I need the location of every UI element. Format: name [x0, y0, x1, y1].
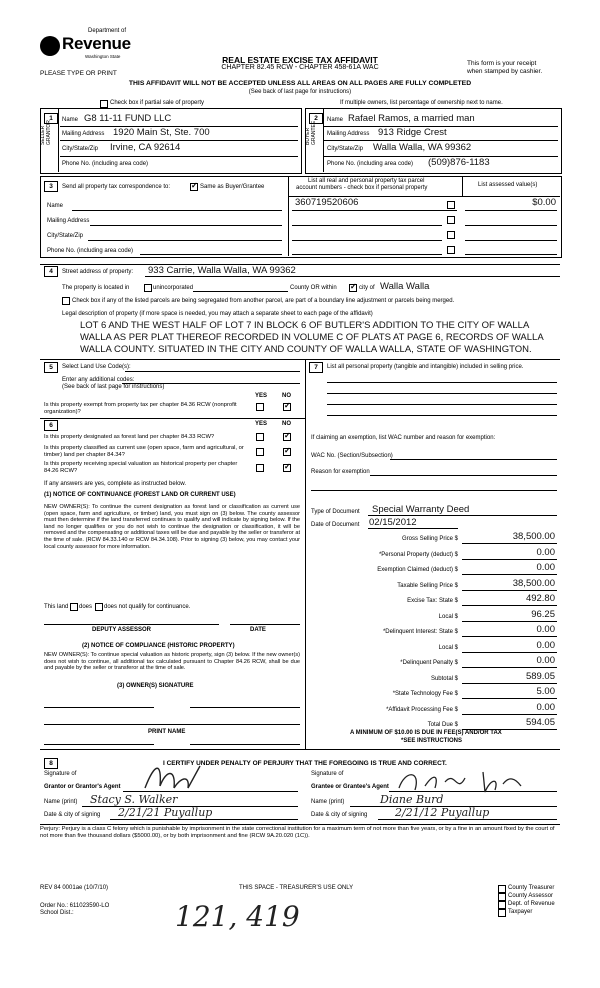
grantee-name-print-field[interactable]: Diane Burd — [380, 793, 444, 806]
section-1-number: 1 — [44, 113, 58, 124]
see-back-note: (See back of last page for instructions) — [248, 89, 352, 95]
legal-description-line-3: WALLA COUNTY. SITUATED IN THE CITY AND COUNTY OF WALLA WALLA, STATE OF WASHINGTON. — [80, 344, 532, 355]
city-of-checkbox[interactable] — [349, 284, 357, 292]
section-6-number: 6 — [44, 420, 58, 431]
notice-1-title: (1) NOTICE OF CONTINUANCE (FOREST LAND OR CURRENT USE) — [44, 492, 236, 498]
tax-row-label: *Delinquent Interest: State $ — [382, 629, 458, 635]
forest-yes-checkbox[interactable] — [256, 433, 264, 441]
does-label: does — [79, 604, 93, 610]
seller-address-field[interactable]: 1920 Main St, Ste. 700 — [113, 127, 210, 138]
tax-row-label: Excise Tax: State $ — [407, 598, 458, 604]
tax-row-label: Taxable Selling Price $ — [397, 583, 458, 589]
current-use-yes-checkbox[interactable] — [256, 448, 264, 456]
treasurer-use-note: THIS SPACE - TREASURER'S USE ONLY — [239, 885, 354, 891]
minimum-fee-note: A MINIMUM OF $10.00 IS DUE IN FEE(S) AND/OR TAX — [350, 730, 502, 736]
order-number: Order No.: 611023590-LO — [40, 903, 110, 909]
unincorporated-label: unincorporated — [153, 285, 194, 291]
does-qualify-checkbox[interactable] — [70, 603, 78, 611]
grantor-name-print-label: Name (print) — [44, 799, 78, 805]
unincorporated-checkbox[interactable] — [144, 284, 152, 292]
historic-yes-checkbox[interactable] — [256, 464, 264, 472]
buyer-city-label: City/State/Zip — [327, 146, 364, 152]
seller-name-label: Name — [62, 117, 79, 123]
tax-row-value[interactable]: 5.00 — [536, 686, 555, 697]
grantor-signature-label: Signature of — [44, 771, 77, 777]
exempt-no-checkbox[interactable] — [283, 403, 291, 411]
owner-signature-label: (3) OWNER(S) SIGNATURE — [117, 683, 194, 689]
copy-county-assessor-label: County Assessor — [508, 893, 554, 899]
partial-sale-label: Check box if partial sale of property — [110, 100, 205, 106]
parcel-1-personal-checkbox[interactable] — [447, 201, 455, 209]
buyer-name-label: Name — [327, 117, 344, 123]
tax-row-value[interactable]: 0.00 — [536, 624, 555, 635]
list-parcels-label-1: List all real and personal property tax parcel — [308, 178, 425, 184]
doc-type-label: Type of Document — [311, 509, 360, 515]
grantee-name-print-label: Name (print) — [311, 799, 345, 805]
forest-land-question: Is this property designated as forest land per chapter 84.33 RCW? — [44, 434, 215, 440]
exemption-label: If claiming an exemption, list WAC number and reason for exemption: — [311, 435, 496, 441]
section-2-number: 2 — [309, 113, 323, 124]
please-type: PLEASE TYPE OR PRINT — [40, 70, 117, 77]
reason-exemption-label: Reason for exemption — [311, 469, 370, 475]
exempt-yes-checkbox[interactable] — [256, 403, 264, 411]
notice-1-text: NEW OWNER(S): To continue the current designation as forest land or classification as current use (open space, farm and agriculture, or timber) land, you must sign on (3) below. The county assessor must then determine if the land transferred continues to qualify and will indicate by signing below. If the land no longer qualifies or you do not wish to continue the designation or classification, it will be removed and the compensating or additional taxes will be due and payable by the seller or transferor at the time of sale. (RCW 84.33.140 or RCW 84.34.108). Prior to signing (3) below, you may contact your local county assessor for more information. — [44, 504, 300, 550]
s5-see-back: (See back of last page for instructions) — [62, 384, 165, 390]
perjury-notice: Perjury: Perjury is a class C felony which is punishable by imprisonment in the state correctional institution for a maximum term of not more than five years, or by a fine in an amount fixed by the court of not more than five thousand dollars ($5000.00), or by both imprisonment and fine (RCW 9A.20.020 (1C)). — [40, 826, 555, 839]
school-district: School Dist.: — [40, 910, 74, 916]
form-title: REAL ESTATE EXCISE TAX AFFIDAVIT — [222, 55, 378, 65]
tax-row-value[interactable]: 96.25 — [531, 609, 555, 620]
additional-codes-label: Enter any additional codes: — [62, 377, 135, 383]
logo-mark-icon — [40, 36, 60, 56]
send-correspondence-label: Send all property tax correspondence to: — [62, 184, 171, 190]
doc-date-field[interactable]: 02/15/2012 — [369, 517, 417, 528]
receipt-note-1: This form is your receipt — [467, 60, 537, 67]
legal-description-label: Legal description of property (if more space is needed, you may attach a separate sheet to each page of the affidavit) — [62, 311, 373, 317]
buyer-phone-field[interactable]: (509)876-1183 — [428, 157, 490, 168]
s3-name-label: Name — [47, 203, 64, 209]
tax-row-label: Total Due $ — [427, 722, 458, 728]
see-instructions-note: *SEE INSTRUCTIONS — [401, 738, 463, 744]
tax-row-label: Local $ — [438, 614, 458, 620]
this-land-label: This land — [44, 604, 69, 610]
doc-type-field[interactable]: Special Warranty Deed — [372, 504, 470, 515]
grantor-agent-label: Grantor or Grantor's Agent — [44, 784, 121, 790]
buyer-name-field[interactable]: Rafael Ramos, a married man — [348, 113, 475, 124]
tax-row-label: Subtotal $ — [430, 676, 458, 682]
exempt-question: Is this property exempt from property tax per chapter 84.36 RCW (nonprofit organization)? — [44, 402, 237, 415]
tax-row-label: *Delinquent Penalty $ — [400, 660, 458, 666]
grantor-date-city-label: Date & city of signing — [44, 812, 101, 818]
grantee-agent-label: Grantee or Grantee's Agent — [311, 784, 389, 790]
grantor-signature-scribble — [140, 760, 230, 792]
s5-no-header: NO — [282, 393, 291, 399]
same-as-buyer-checkbox[interactable] — [190, 183, 198, 191]
buyer-phone-label: Phone No. (including area code) — [327, 161, 414, 167]
s3-city-label: City/State/Zip — [47, 233, 84, 239]
grantee-signature — [395, 768, 535, 798]
parcel-2-personal-checkbox[interactable] — [447, 216, 455, 224]
tax-row-label: *Affidavit Processing Fee $ — [386, 707, 458, 713]
partial-sale-checkbox[interactable] — [100, 100, 108, 108]
s3-address-label: Mailing Address — [47, 218, 90, 224]
county-or-label: County OR within — [290, 285, 337, 291]
forest-no-checkbox[interactable] — [283, 433, 291, 441]
parcel-4-personal-checkbox[interactable] — [447, 246, 455, 254]
copy-dept-revenue-checkbox[interactable] — [498, 901, 506, 909]
current-use-no-checkbox[interactable] — [283, 448, 291, 456]
grantor-name-print-field[interactable]: Stacy S. Walker — [90, 793, 178, 806]
segregated-checkbox[interactable] — [62, 297, 70, 305]
historic-question: Is this property receiving special valuation as historical property per chapter 84.26 RCW? — [44, 461, 238, 474]
seller-side-label: SELLER GRANTOR — [40, 120, 52, 145]
tax-row-label: Exemption Claimed (deduct) $ — [377, 567, 458, 573]
tax-row-value[interactable]: 594.05 — [525, 717, 555, 728]
city-name-field[interactable]: Walla Walla — [380, 281, 430, 292]
city-of-label: city of — [359, 285, 375, 291]
logo-name: Revenue — [62, 34, 131, 53]
tax-row-value[interactable]: 38,500.00 — [512, 578, 555, 589]
tax-row-value[interactable]: 0.00 — [536, 702, 555, 713]
grantee-date-city-field[interactable]: 2/21/12 Puyallup — [395, 806, 490, 819]
located-in-label: The property is located in — [62, 285, 130, 291]
section-8-number: 8 — [44, 758, 58, 769]
assessor-date-label: DATE — [250, 627, 266, 633]
seller-city-label: City/State/Zip — [62, 146, 99, 152]
certify-statement: I CERTIFY UNDER PENALTY OF PERJURY THAT THE FOREGOING IS TRUE AND CORRECT. — [163, 760, 447, 767]
tax-row-value[interactable]: 0.00 — [536, 547, 555, 558]
buyer-address-field[interactable]: 913 Ridge Crest — [378, 127, 447, 138]
same-as-buyer-label: Same as Buyer/Grantee — [200, 184, 265, 190]
land-use-label: Select Land Use Code(s): — [62, 364, 131, 370]
logo-dept: Department of — [88, 28, 127, 34]
seller-city-field[interactable]: Irvine, CA 92614 — [110, 142, 181, 153]
seller-address-label: Mailing Address — [62, 131, 105, 137]
tax-row-value[interactable]: 38,500.00 — [512, 531, 555, 542]
copy-taxpayer-label: Taxpayer — [508, 909, 533, 915]
notice-2-text: NEW OWNER(S): To continue special valuation as historic property, sign (3) below. If the new owner(s) does not wish to continue, all additional tax calculated pursuant to Chapter 84.26 RCW, shall be due and payable by the seller or transferor at the time of sale. — [44, 652, 300, 672]
assessed-values-label: List assessed value(s) — [478, 182, 538, 188]
treasurer-handwritten-number: 121, 419 — [175, 900, 300, 933]
copy-dept-revenue-label: Dept. of Revenue — [508, 901, 555, 907]
s6-yes-header: YES — [255, 421, 268, 427]
print-name-label: PRINT NAME — [148, 729, 186, 735]
tax-row-value[interactable]: 589.05 — [525, 671, 555, 682]
section-4-number: 4 — [44, 266, 58, 277]
form-number: REV 84 0001ae (10/7/10) — [40, 885, 109, 891]
grantor-signature — [140, 760, 230, 794]
seller-phone-label: Phone No. (including area code) — [62, 161, 149, 167]
list-parcels-label-2: account numbers - check box if personal property — [296, 185, 428, 191]
grantee-signature-scribble — [395, 768, 535, 796]
legal-description-line-2: WALLA AS PER PLAT THEREOF RECORDED IN VOLUME C OF PLATS AT PAGE 6, RECORDS OF WALLA — [80, 332, 544, 343]
does-not-qualify-checkbox[interactable] — [95, 603, 103, 611]
notice-2-title: (2) NOTICE OF COMPLIANCE (HISTORIC PROPERTY) — [82, 643, 235, 649]
wac-label: WAC No. (Section/Subsection) — [311, 453, 393, 459]
parcel-3-personal-checkbox[interactable] — [447, 231, 455, 239]
logo-state: Washington State — [85, 54, 121, 59]
tax-row-label: Local $ — [438, 645, 458, 651]
tax-row-label: *State Technology Fee $ — [392, 691, 458, 697]
tax-row-value[interactable]: 492.80 — [525, 593, 555, 604]
grantee-signature-label: Signature of — [311, 771, 344, 777]
assessed-value-field[interactable]: $0.00 — [532, 197, 556, 208]
section-5-number: 5 — [44, 362, 58, 373]
copy-taxpayer-checkbox[interactable] — [498, 909, 506, 917]
legal-description-line-1: LOT 6 AND THE WEST HALF OF LOT 7 IN BLOCK 6 OF BUTLER'S ADDITION TO THE CITY OF WALLA — [80, 320, 530, 331]
buyer-side-label: BUYER GRANTEE — [305, 120, 317, 145]
segregated-label: Check box if any of the listed parcels are being segregated from another parcel, are part of a boundary line adjustment or parcels being merged. — [72, 298, 455, 304]
seller-name-field[interactable]: G8 11-11 FUND LLC — [84, 113, 172, 124]
tax-row-value[interactable]: 0.00 — [536, 562, 555, 573]
form-subtitle: CHAPTER 82.45 RCW - CHAPTER 458-61A WAC — [221, 64, 379, 71]
street-address-label: Street address of property: — [62, 269, 134, 275]
street-address-field[interactable]: 933 Carrie, Walla Walla, WA 99362 — [148, 265, 296, 276]
tax-row-label: *Personal Property (deduct) $ — [378, 552, 458, 558]
doc-date-label: Date of Document — [311, 522, 360, 528]
s3-phone-label: Phone No. (including area code) — [47, 248, 134, 254]
buyer-address-label: Mailing Address — [327, 131, 370, 137]
buyer-city-field[interactable]: Walla Walla, WA 99362 — [373, 142, 472, 153]
tax-row-label: Gross Selling Price $ — [401, 536, 458, 542]
section-3-number: 3 — [44, 181, 58, 192]
if-yes-note: If any answers are yes, complete as instructed below. — [44, 481, 187, 487]
grantee-date-city-label: Date & city of signing — [311, 812, 368, 818]
current-use-question: Is this property classified as current use (open space, farm and agricultural, or timber) land per chapter 84.34? — [44, 445, 244, 458]
receipt-note-2: when stamped by cashier. — [467, 68, 543, 75]
historic-no-checkbox[interactable] — [283, 464, 291, 472]
deputy-assessor-label: DEPUTY ASSESSOR — [92, 627, 152, 633]
grantor-date-city-field[interactable]: 2/21/21 Puyallup — [118, 806, 213, 819]
section-7-number: 7 — [309, 362, 323, 373]
multiple-owners-note: If multiple owners, list percentage of ownership next to name. — [340, 100, 503, 106]
does-not-label: does not qualify for continuance. — [104, 604, 191, 610]
parcel-number-field[interactable]: 360719520606 — [295, 197, 359, 208]
s5-yes-header: YES — [255, 393, 268, 399]
copy-county-assessor-checkbox[interactable] — [498, 893, 506, 901]
copy-county-treasurer-label: County Treasurer — [508, 885, 555, 891]
s6-no-header: NO — [282, 421, 291, 427]
warning-text: THIS AFFIDAVIT WILL NOT BE ACCEPTED UNLESS ALL AREAS ON ALL PAGES ARE FULLY COMPLETED — [128, 80, 472, 87]
tax-row-value[interactable]: 0.00 — [536, 640, 555, 651]
copy-county-treasurer-checkbox[interactable] — [498, 885, 506, 893]
personal-property-label: List all personal property (tangible and intangible) included in selling price. — [327, 364, 524, 370]
tax-row-value[interactable]: 0.00 — [536, 655, 555, 666]
